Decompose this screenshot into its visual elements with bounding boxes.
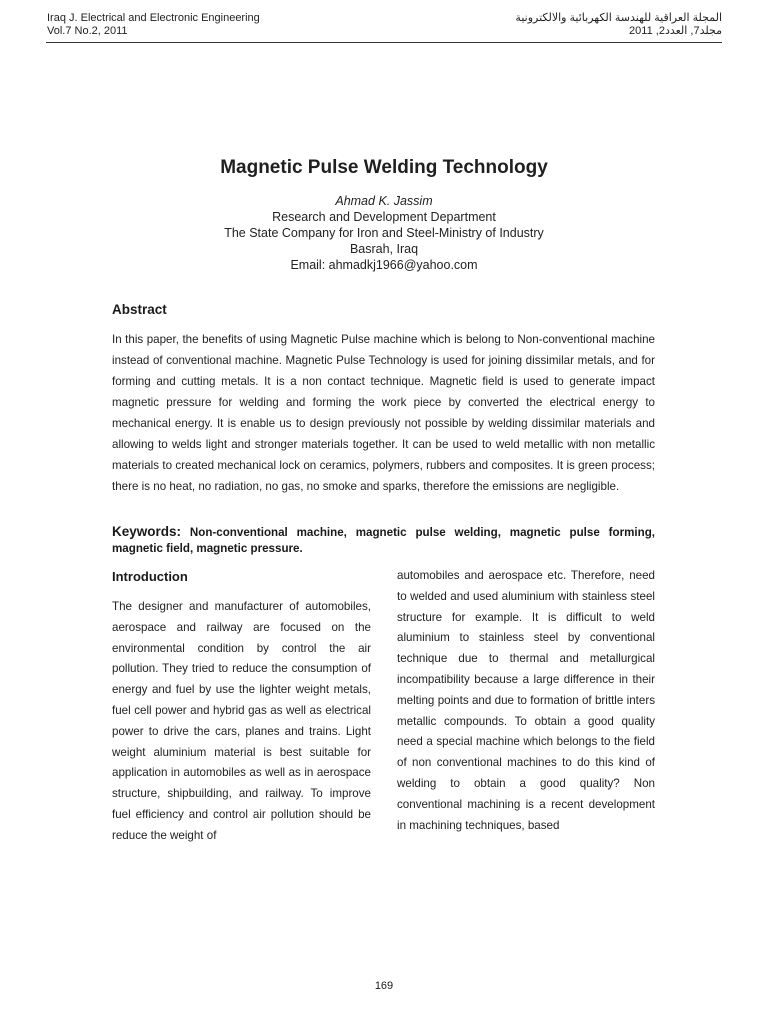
journal-name-arabic: المجلة العراقية للهندسة الكهربائية والالكترونية [515, 12, 722, 24]
header-divider [46, 42, 722, 43]
author-company: The State Company for Iron and Steel-Ministry of Industry [224, 226, 544, 240]
page-number: 169 [374, 980, 394, 992]
keywords-text: Non-conventional machine, magnetic pulse welding, magnetic pulse forming, magnetic field, magnetic pressure. [112, 526, 655, 555]
abstract-heading: Abstract [112, 302, 167, 317]
journal-volume-arabic: مجلد7, العدد2, 2011 [629, 25, 722, 37]
intro-right-column [397, 566, 655, 836]
author-department: Research and Development Department [272, 210, 496, 224]
journal-header-right [515, 12, 722, 38]
intro-left-column [112, 568, 371, 847]
journal-volume: Vol.7 No.2, 2011 [47, 25, 128, 37]
author-block [0, 193, 768, 273]
journal-name: Iraq J. Electrical and Electronic Engineering [47, 12, 260, 24]
keywords-label: Keywords: [112, 524, 182, 539]
journal-header-left [47, 12, 260, 38]
author-location: Basrah, Iraq [349, 242, 419, 256]
intro-right-text: automobiles and aerospace etc. Therefore, need to welded and used aluminium with stainless steel structure for example. It is difficult to weld aluminium to stainless steel by conventional technique due to thermal and metallurgical incompatibility because a large difference in their melting points and due to formation of brittle inters metallic compounds. To obtain a good quality need a special machine which belongs to the field of non conventional machines to do this kind of welding to obtain a good quality? Non conventional machining is a recent development in machining techniques, based [397, 569, 655, 832]
introduction-heading: Introduction [112, 569, 188, 584]
author-email: Email: ahmadkj1966@yahoo.com [290, 258, 478, 272]
author-name: Ahmad K. Jassim [335, 194, 433, 208]
paper-title: Magnetic Pulse Welding Technology [220, 157, 548, 178]
intro-left-text: The designer and manufacturer of automobiles, aerospace and railway are focused on the environmental condition by control the air pollution. They tried to reduce the consumption of energy and fuel by use the lighter weight metals, fuel cell power and hybrid gas as well as electrical power to drive the cars, planes and trains. Light weight aluminium material is best suitable for application in automobiles as well as in aerospace structure, shipbuilding, and railway. To improve fuel efficiency and control air pollution should be reduce the weight of [112, 600, 371, 842]
keywords-block [112, 524, 655, 557]
abstract-body: In this paper, the benefits of using Magnetic Pulse machine which is belong to Non-conventional machine instead of conventional machine. Magnetic Pulse Technology is used for joining dissimilar metals, and for forming and cutting metals. It is a non contact technique. Magnetic field is used to generate impact magnetic pressure for welding and forming the work piece by converted the electrical energy to mechanical energy. It is enable us to design previously not possible by welding dissimilar materials and allowing to welds light and stronger materials together. It can be used to weld metallic with non metallic materials to created mechanical lock on ceramics, polymers, rubbers and composites. It is green process; there is no heat, no radiation, no gas, no smoke and sparks, therefore the emissions are negligible. [112, 333, 655, 493]
